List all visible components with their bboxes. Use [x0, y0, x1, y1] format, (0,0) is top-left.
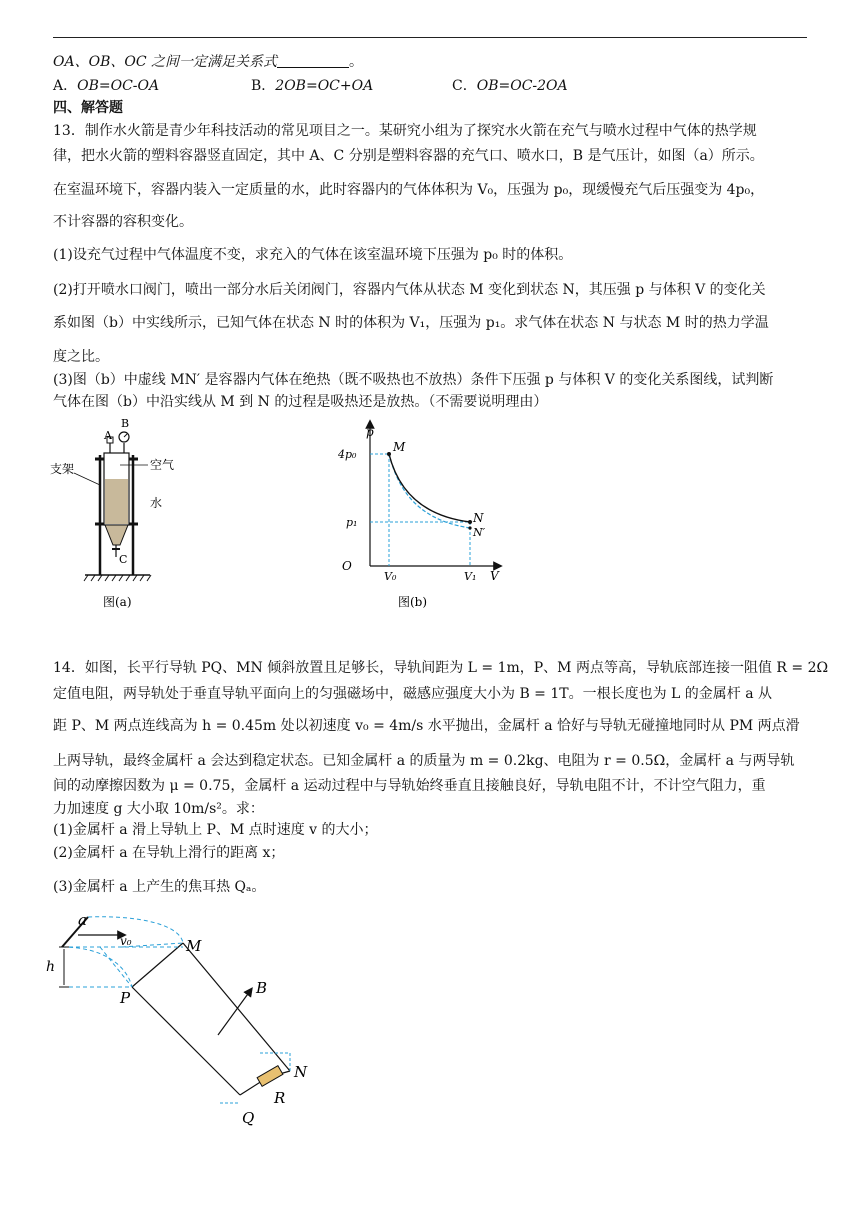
ground-hatch: [84, 575, 151, 581]
figure-a-water-rocket: [40, 415, 180, 615]
adiabatic-curve: [389, 454, 470, 528]
q13-question-1: (1)设充气过程中气体温度不变，求充入的气体在该室温环境下压强为 p₀ 时的体积。: [53, 247, 573, 263]
q14-line-6: 力加速度 g 大小取 10m/s²。求：: [53, 801, 264, 817]
label-R: R: [274, 1089, 286, 1107]
q13-question-2-line-3: 度之比。: [53, 349, 109, 365]
field-arrow-B: [218, 991, 250, 1035]
axis-V-label: V: [490, 569, 499, 583]
support-leader: [74, 473, 100, 485]
label-P: P: [120, 989, 131, 1007]
caption-a: 图(a): [103, 595, 132, 609]
option-letter: B．: [251, 78, 276, 94]
tick-V0: V₀: [384, 570, 397, 583]
trajectory-top: [88, 917, 183, 943]
q14-line-1: 14．如图，长平行导轨 PQ、MN 倾斜放置且足够长，导轨间距为 L = 1m，P、M 两点等高，导轨底部连接一阻值 R = 2Ω: [53, 660, 829, 676]
section-title: 四、解答题: [53, 100, 123, 116]
q13-question-3-line-1: (3)图（b）中虚线 MN′ 是容器内气体在绝热（既不吸热也不放热）条件下压强 p 与体积 V 的变化关系图线，试判断: [53, 372, 774, 388]
q12-option-a: [53, 76, 159, 96]
origin-label: O: [342, 559, 352, 573]
header-rule: [53, 37, 807, 38]
q14-line-5: 间的动摩擦因数为 μ = 0.75，金属杆 a 运动过程中与导轨始终垂直且接触良好，导轨电阻不计，不计空气阻力，重: [53, 778, 766, 794]
q13-line-4: 不计容器的容积变化。: [53, 214, 193, 230]
q13-question-3-line-2: 气体在图（b）中沿实线从 M 到 N 的过程是吸热还是放热。（不需要说明理由）: [53, 394, 548, 410]
point-M: [387, 452, 391, 456]
bottom-wire-left: [240, 1081, 262, 1095]
q12-answer-blank: [277, 53, 349, 68]
option-text: OB=OC-OA: [77, 78, 160, 94]
label-v0: v₀: [120, 934, 132, 948]
tick-4p0: 4p₀: [338, 448, 357, 461]
water-fill: [105, 479, 128, 524]
label-water: 水: [150, 496, 163, 510]
q13-line-1: 13．制作水火箭是青少年科技活动的常见项目之一。某研究小组为了探究水火箭在充气与喷水过程中气体的热学规: [53, 123, 757, 139]
figure-inclined-rails: [40, 905, 340, 1135]
option-letter: C．: [452, 78, 477, 94]
label-A: A: [104, 429, 112, 442]
q14-question-3: (3)金属杆 a 上产生的焦耳热 Qₐ。: [53, 879, 266, 895]
q12-option-b: [251, 76, 373, 96]
process-curve: [389, 454, 470, 522]
q14-question-1: (1)金属杆 a 滑上导轨上 P、M 点时速度 v 的大小；: [53, 822, 378, 838]
q12-stem-text: OA、OB、OC 之间一定满足关系式: [53, 54, 277, 70]
q12-stem: [53, 52, 813, 72]
q13-line-2: 律，把水火箭的塑料容器竖直固定，其中 A、C 分别是塑料容器的充气口、喷水口，B 是气压计，如图（a）所示。: [53, 148, 764, 164]
label-support: 支架: [50, 462, 75, 476]
label-Nprime: N′: [473, 526, 486, 539]
option-letter: A．: [53, 78, 78, 94]
label-N: N: [473, 511, 484, 525]
option-text: 2OB=OC+OA: [275, 78, 374, 94]
label-C: C: [119, 553, 128, 566]
label-air: 空气: [150, 458, 175, 472]
q13-question-2-line-2: 系如图（b）中实线所示，已知气体在状态 N 时的体积为 V₁，压强为 p₁。求气体在状态 N 与状态 M 时的热力学温: [53, 315, 769, 331]
rail-PQ: [132, 987, 240, 1095]
nozzle-funnel: [105, 525, 128, 545]
label-M-rail: M: [186, 937, 202, 955]
label-a: a: [78, 911, 87, 929]
label-B-field: B: [256, 979, 268, 997]
q12-stem-end: 。: [349, 54, 363, 70]
tick-p1: p₁: [346, 516, 358, 529]
label-Q: Q: [242, 1109, 255, 1127]
axis-p-label: p: [366, 425, 374, 439]
resistor-R: [257, 1066, 283, 1087]
segment-PM: [132, 943, 183, 987]
q12-option-c: [452, 76, 568, 96]
rail-MN: [183, 943, 290, 1071]
label-h: h: [46, 959, 56, 975]
trajectory-bottom: [62, 947, 132, 987]
diagonal-guide: [100, 947, 132, 987]
point-N: [468, 520, 472, 524]
option-text: OB=OC-2OA: [476, 78, 568, 94]
q14-line-3: 距 P、M 两点连线高为 h = 0.45m 处以初速度 v₀ = 4m/s 水平抛出，金属杆 a 恰好与导轨无碰撞地同时从 PM 两点滑: [53, 718, 800, 734]
figure-b-pv-graph: [330, 418, 510, 614]
label-B: B: [121, 417, 130, 430]
tick-V1: V₁: [464, 570, 477, 583]
caption-b: 图(b): [398, 595, 428, 609]
q14-line-4: 上两导轨，最终金属杆 a 会达到稳定状态。已知金属杆 a 的质量为 m = 0.2kg、电阻为 r = 0.5Ω，金属杆 a 与两导轨: [53, 753, 795, 769]
q14-question-2: (2)金属杆 a 在导轨上滑行的距离 x；: [53, 845, 285, 861]
point-Nprime: [468, 526, 471, 529]
q14-line-2: 定值电阻，两导轨处于垂直导轨平面向上的匀强磁场中，磁感应强度大小为 B = 1T。一根长度也为 L 的金属杆 a 从: [53, 686, 773, 702]
label-M: M: [393, 440, 406, 454]
q13-line-3: 在室温环境下，容器内装入一定质量的水，此时容器内的气体体积为 V₀，压强为 p₀，现缓慢充气后压强变为 4p₀，: [53, 182, 765, 198]
label-N-rail: N: [294, 1063, 308, 1081]
q13-question-2-line-1: (2)打开喷水口阀门，喷出一部分水后关闭阀门，容器内气体从状态 M 变化到状态 N，其压强 p 与体积 V 的变化关: [53, 282, 766, 298]
